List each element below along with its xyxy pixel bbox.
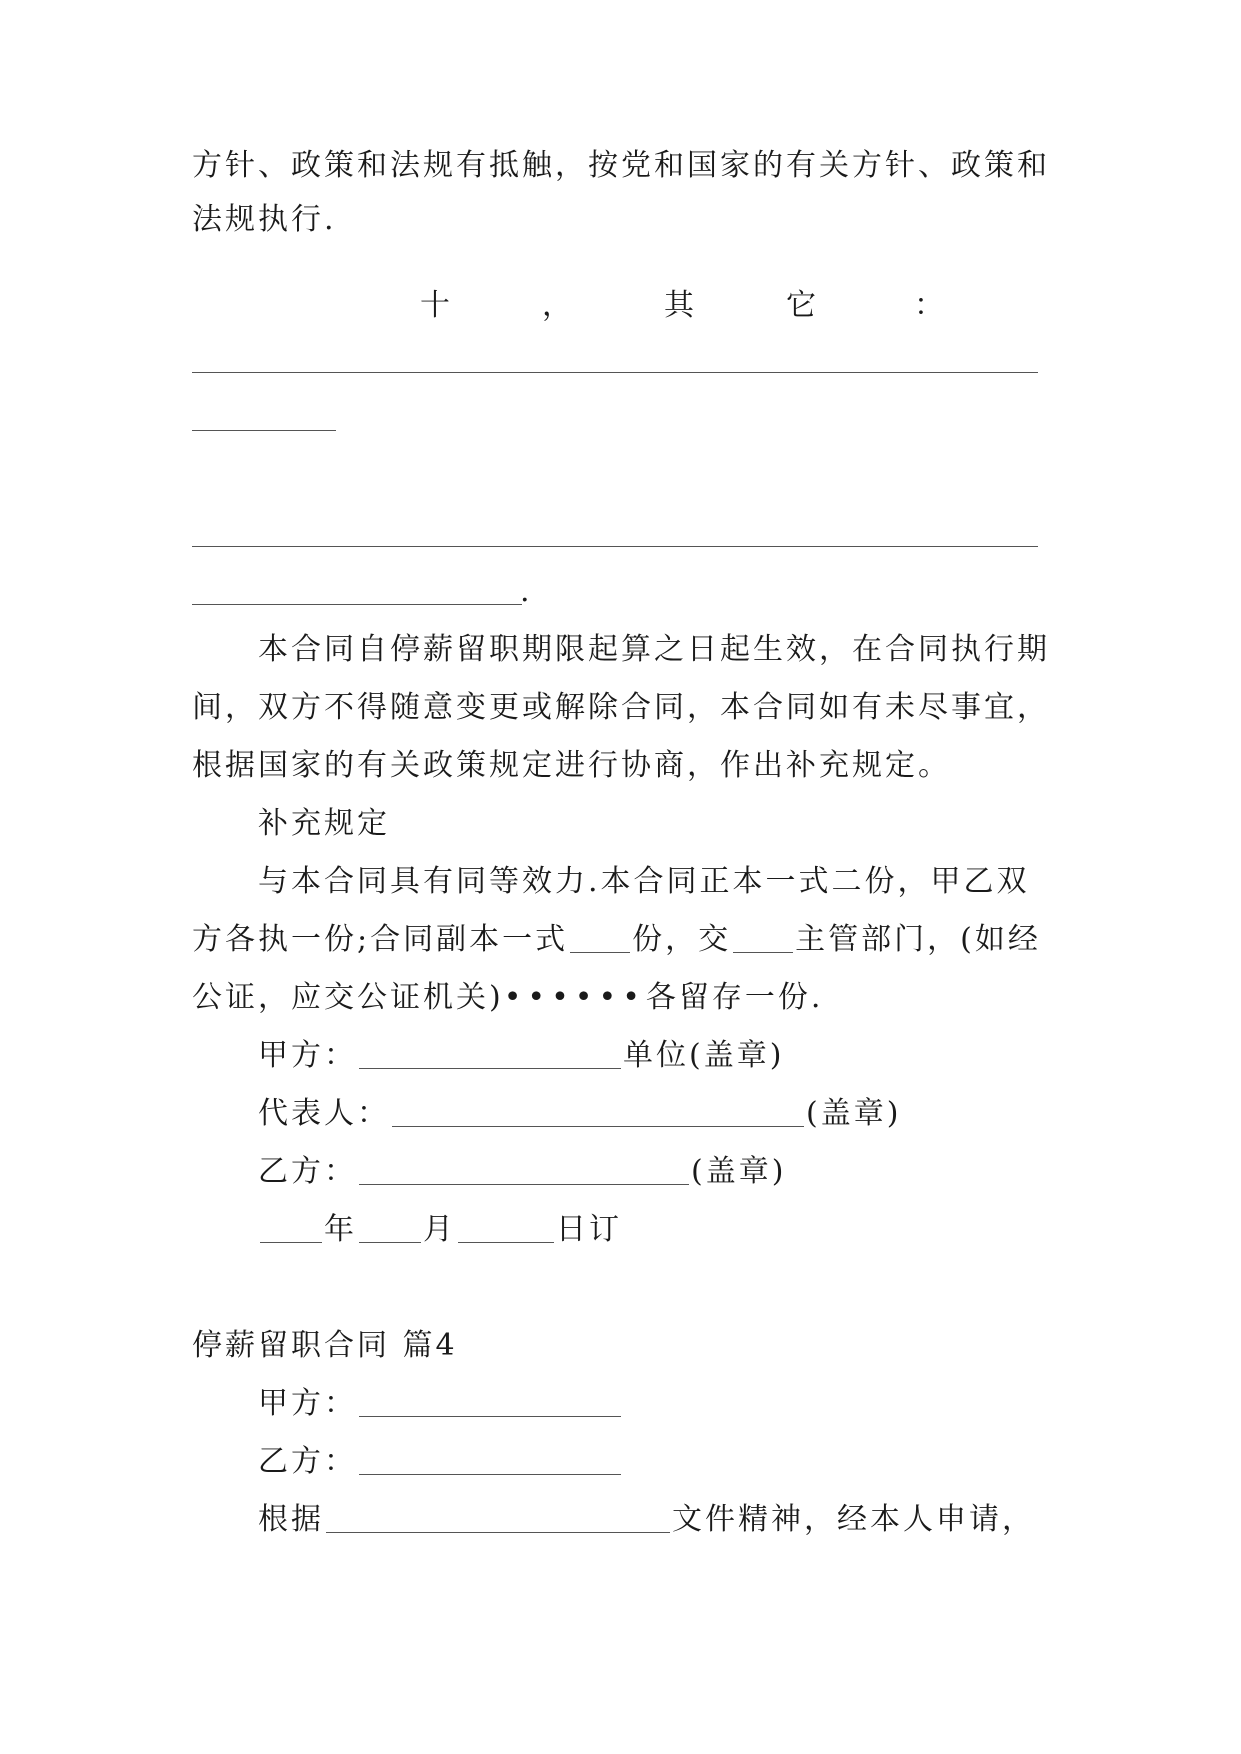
text-segment: 公证，应交公证机关) — [192, 980, 504, 1015]
heading-char: ， — [542, 288, 572, 323]
text-line: 方针、政策和法规有抵触，按党和国家的有关方针、政策和 — [192, 148, 1050, 183]
text-line: 法规执行. — [192, 202, 337, 237]
text-segment: 各留存一份. — [645, 980, 824, 1015]
heading-char: 十 — [420, 288, 450, 323]
party-a-line — [258, 1384, 623, 1424]
fill-blank — [326, 1502, 670, 1533]
party-b-suffix: (盖章) — [691, 1154, 787, 1189]
date-month: 月 — [423, 1212, 456, 1247]
bullet-dots: •••••• — [503, 980, 646, 1015]
fill-blank — [359, 1154, 689, 1185]
fill-blank — [392, 1096, 804, 1127]
representative-suffix: (盖章) — [806, 1096, 902, 1131]
party-b-line — [258, 1152, 786, 1192]
party-a-label: 甲方： — [258, 1038, 357, 1073]
fill-blank — [359, 1212, 421, 1243]
date-day: 日订 — [556, 1212, 622, 1247]
blank-rule — [192, 546, 1038, 547]
party-b-line — [258, 1442, 623, 1482]
blank-rule — [192, 430, 336, 431]
heading-char: ： — [914, 288, 944, 323]
party-b-label: 乙方： — [258, 1444, 357, 1479]
party-a-line — [258, 1036, 784, 1076]
section-title: 停薪留职合同 篇4 — [192, 1328, 458, 1363]
fill-blank — [733, 922, 793, 953]
section-heading-ten — [192, 286, 1052, 326]
fill-blank — [260, 1212, 322, 1243]
fill-blank — [570, 922, 630, 953]
blank-rule — [192, 604, 522, 605]
date-line — [258, 1210, 622, 1250]
party-b-label: 乙方： — [258, 1154, 357, 1189]
party-a-label: 甲方： — [258, 1386, 357, 1421]
blank-rule — [192, 372, 1038, 373]
text-line — [192, 920, 1041, 960]
text-segment: 根据 — [258, 1502, 324, 1537]
text-line: 本合同自停薪留职期限起算之日起生效，在合同执行期 — [258, 632, 1050, 667]
heading-char: 其 — [664, 288, 694, 323]
text-line: 与本合同具有同等效力.本合同正本一式二份，甲乙双 — [258, 864, 1030, 899]
fill-blank — [458, 1212, 554, 1243]
text-line: 根据国家的有关政策规定进行协商，作出补充规定。 — [192, 748, 951, 783]
representative-label: 代表人： — [258, 1096, 390, 1131]
fill-blank — [359, 1386, 621, 1417]
text-segment: 主管部门，(如经 — [795, 922, 1041, 957]
text-line — [192, 978, 823, 1018]
fill-blank — [359, 1038, 621, 1069]
text-segment: 方各执一份;合同副本一式 — [192, 922, 569, 957]
party-a-suffix: 单位(盖章) — [623, 1038, 785, 1073]
text-line: 间，双方不得随意变更或解除合同，本合同如有未尽事宜， — [192, 690, 1050, 725]
representative-line — [258, 1094, 901, 1134]
supplement-title: 补充规定 — [258, 806, 390, 841]
text-segment: 份，交 — [632, 922, 732, 957]
fill-blank — [359, 1444, 621, 1475]
heading-char: 它 — [786, 288, 816, 323]
text-line — [258, 1500, 1035, 1540]
trailing-period: . — [520, 574, 533, 609]
date-year: 年 — [324, 1212, 357, 1247]
text-segment: 文件精神，经本人申请， — [672, 1502, 1035, 1537]
